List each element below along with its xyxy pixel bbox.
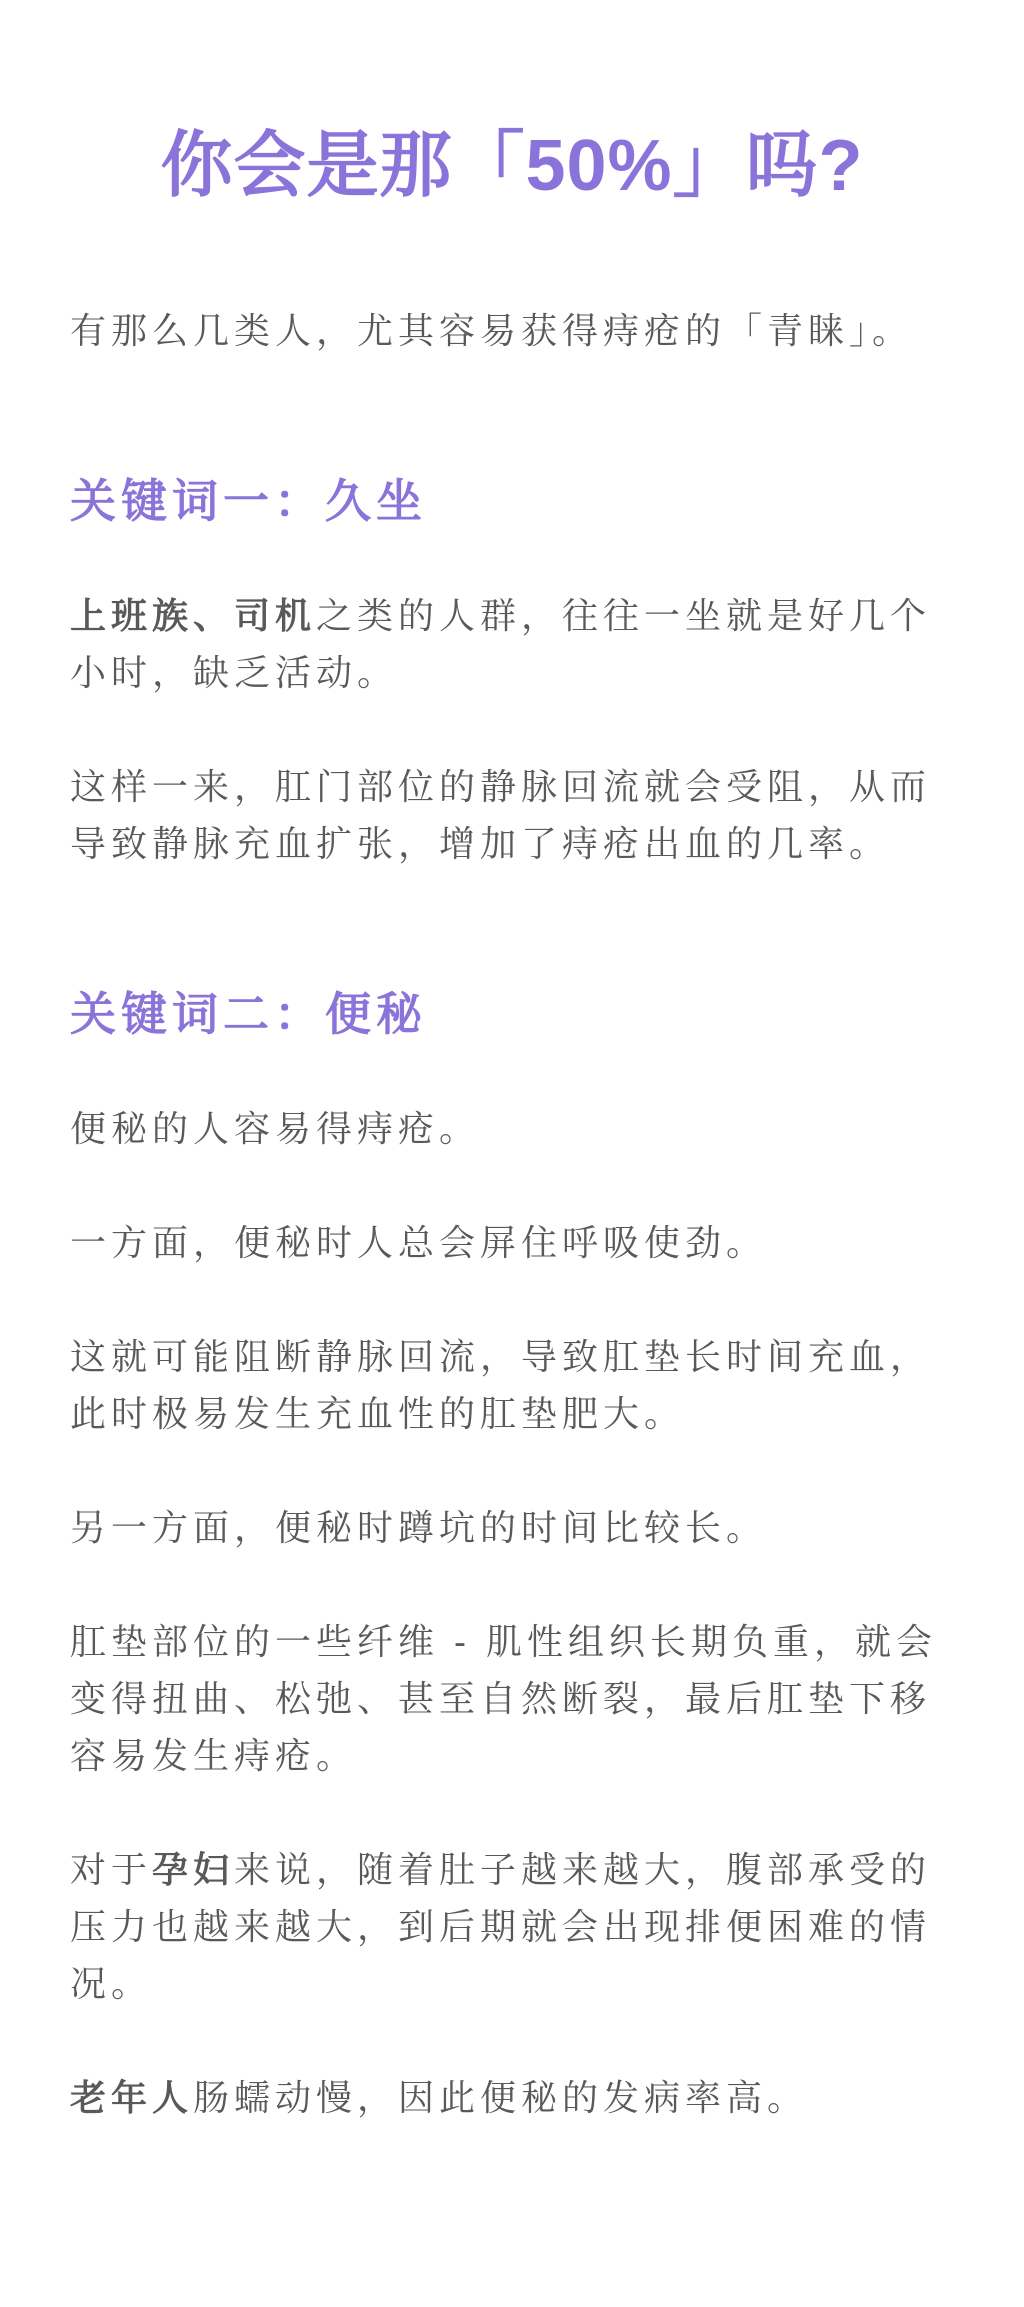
text-run: 之类的人群，往往一坐就是好几个小时，缺乏活动。 (70, 595, 932, 693)
text-run: 便秘的人容易得痔疮。 (70, 1108, 481, 1149)
paragraph (70, 1841, 954, 2012)
paragraph (70, 1613, 954, 1784)
article-section (70, 986, 954, 2126)
paragraph (70, 587, 954, 701)
section-heading: 关键词二：便秘 (70, 988, 427, 1040)
paragraph (70, 1214, 954, 1271)
text-run: 这就可能阻断静脉回流，导致肛垫长时间充血，此时极易发生充血性的肛垫肥大。 (70, 1336, 932, 1434)
bold-text-run: 老年人 (70, 2077, 194, 2118)
text-run: 一方面，便秘时人总会屏住呼吸使劲。 (70, 1222, 768, 1263)
bold-text-run: 孕妇 (152, 1849, 235, 1890)
paragraph (70, 1499, 954, 1556)
article-section (70, 473, 954, 872)
text-run: 另一方面，便秘时蹲坑的时间比较长。 (70, 1507, 768, 1548)
paragraph (70, 1100, 954, 1157)
sections-container (70, 473, 954, 2126)
text-run: 这样一来，肛门部位的静脉回流就会受阻，从而导致静脉充血扩张，增加了痔疮出血的几率。 (70, 766, 932, 864)
section-heading: 关键词一：久坐 (70, 475, 427, 527)
intro-paragraph: 有那么几类人，尤其容易获得痔疮的「青睐」。 (70, 310, 914, 351)
paragraph (70, 1328, 954, 1442)
text-run: 肛垫部位的一些纤维 - 肌性组织长期负重，就会变得扭曲、松弛、甚至自然断裂，最后肛垫下移容易发生痔疮。 (70, 1621, 937, 1776)
paragraph (70, 758, 954, 872)
page-title: 你会是那「50%」吗? (160, 126, 864, 206)
text-run: 来说，随着肚子越来越大，腹部承受的压力也越来越大，到后期就会出现排便困难的情况。 (70, 1849, 932, 2004)
text-run: 对于 (70, 1849, 153, 1890)
paragraph (70, 2069, 954, 2126)
bold-text-run: 上班族、司机 (70, 595, 317, 636)
text-run: 肠蠕动慢，因此便秘的发病率高。 (193, 2077, 809, 2118)
